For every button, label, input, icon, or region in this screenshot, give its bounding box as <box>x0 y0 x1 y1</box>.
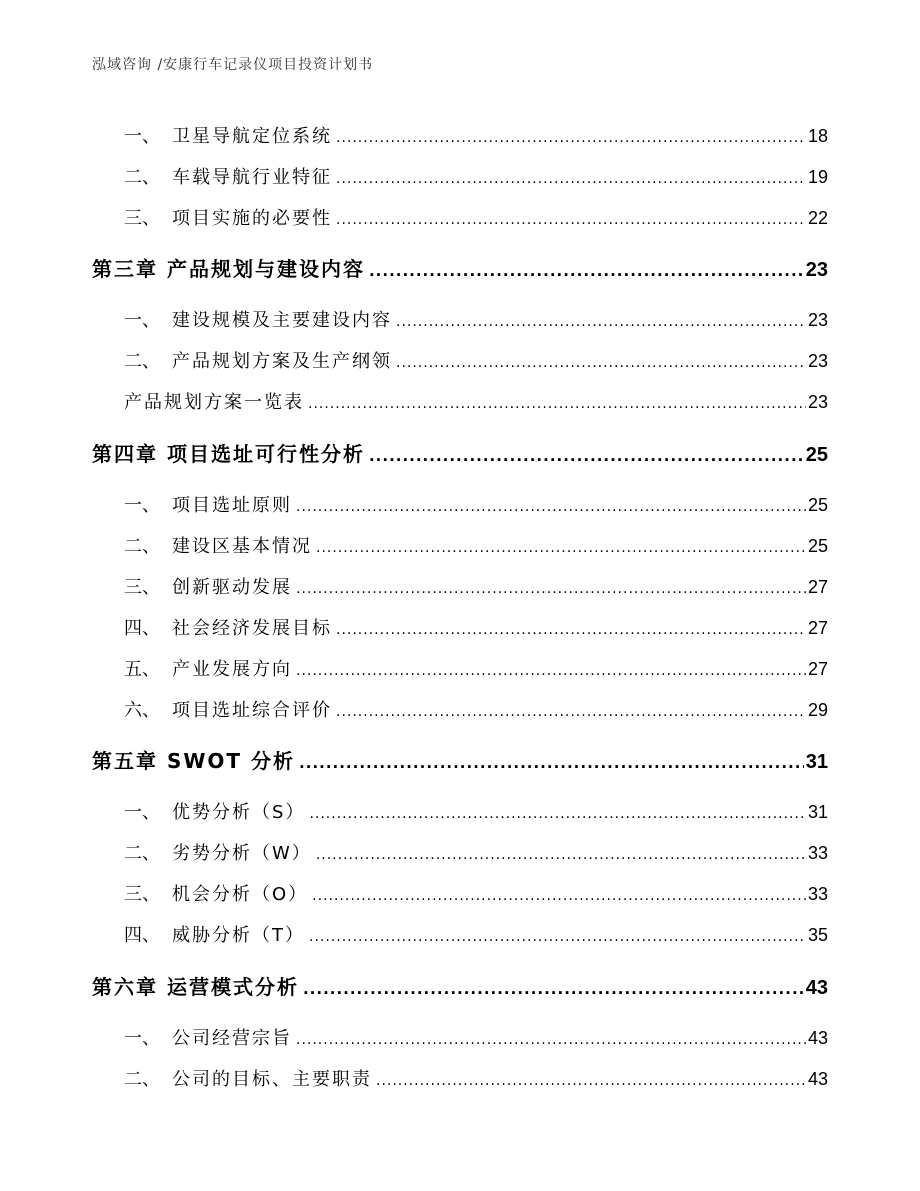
toc-entry-page: 23 <box>807 392 828 412</box>
leader-dots <box>336 212 806 228</box>
toc-entry[interactable] <box>124 839 828 865</box>
toc-entry-number: 一、 <box>124 126 160 147</box>
leader-dots <box>309 806 806 822</box>
toc-entry[interactable] <box>124 122 828 148</box>
toc-entry-title: 威胁分析（T） <box>172 925 305 946</box>
toc-chapter-title: 第五章 SWOT 分析 <box>92 749 296 773</box>
toc-entry[interactable] <box>124 163 828 189</box>
toc-entry[interactable] <box>124 347 828 373</box>
leader-dots <box>369 447 804 465</box>
toc-entry-number: 二、 <box>124 536 160 557</box>
leader-dots <box>296 663 806 679</box>
toc-entry-number: 六、 <box>124 700 160 721</box>
toc-entry-page: 31 <box>807 802 828 822</box>
toc-entry-number: 五、 <box>124 659 160 680</box>
running-header: 泓域咨询 /安康行车记录仪项目投资计划书 <box>92 57 374 73</box>
toc-entry-page: 25 <box>807 495 828 515</box>
leader-dots <box>312 888 806 904</box>
toc-entry[interactable] <box>124 880 828 906</box>
toc-entry[interactable] <box>124 532 828 558</box>
toc-chapter[interactable] <box>92 971 828 999</box>
leader-dots <box>336 171 806 187</box>
toc-entry-title: 创新驱动发展 <box>172 577 292 598</box>
toc-chapter-title: 第六章 运营模式分析 <box>92 975 299 999</box>
toc-entry-page: 23 <box>807 351 828 371</box>
toc-entry[interactable] <box>124 798 828 824</box>
toc-chapter-title: 第四章 项目选址可行性分析 <box>92 442 365 466</box>
toc-chapter-title: 第三章 产品规划与建设内容 <box>92 257 365 281</box>
toc-entry-title: 劣势分析（W） <box>172 843 312 864</box>
leader-dots <box>308 396 806 412</box>
toc-entry-page: 33 <box>807 884 828 904</box>
toc-entry-page: 29 <box>807 700 828 720</box>
toc-entry-number: 三、 <box>124 884 160 905</box>
toc-entry[interactable] <box>124 573 828 599</box>
toc-entry-title: 项目选址原则 <box>172 495 292 516</box>
toc-entry-number: 一、 <box>124 1028 160 1049</box>
leader-dots <box>376 1073 806 1089</box>
leader-dots <box>396 355 806 371</box>
toc-entry-title: 卫星导航定位系统 <box>172 126 332 147</box>
toc-entry-title: 车载导航行业特征 <box>172 167 332 188</box>
toc-entry-page: 23 <box>807 310 828 330</box>
toc-entry-page: 43 <box>807 1028 828 1048</box>
toc-chapter-page: 43 <box>805 977 828 999</box>
toc-chapter[interactable] <box>92 253 828 281</box>
toc-entry-title: 产业发展方向 <box>172 659 292 680</box>
toc-entry-number: 二、 <box>124 843 160 864</box>
toc-entry[interactable] <box>124 306 828 332</box>
toc-entry-title: 机会分析（O） <box>172 884 309 905</box>
toc-entry-page: 33 <box>807 843 828 863</box>
toc-entry-title: 项目选址综合评价 <box>172 700 332 721</box>
toc-entry-number: 三、 <box>124 208 160 229</box>
toc-entry-title: 建设区基本情况 <box>172 536 312 557</box>
leader-dots <box>316 847 806 863</box>
toc-entry-number: 二、 <box>124 167 160 188</box>
leader-dots <box>296 499 806 515</box>
toc-entry-page: 27 <box>807 577 828 597</box>
toc-entry[interactable] <box>124 921 828 947</box>
leader-dots <box>299 754 804 772</box>
toc-entry[interactable] <box>124 1065 828 1091</box>
toc-entry-title: 公司经营宗旨 <box>172 1028 292 1049</box>
toc-entry-title: 社会经济发展目标 <box>172 618 332 639</box>
toc-entry[interactable] <box>124 655 828 681</box>
toc-entry-page: 43 <box>807 1069 828 1089</box>
toc-entry-page: 35 <box>807 925 828 945</box>
toc-entry-number: 三、 <box>124 577 160 598</box>
toc-entry-title: 项目实施的必要性 <box>172 208 332 229</box>
toc-entry-page: 22 <box>807 208 828 228</box>
toc-entry-number: 一、 <box>124 310 160 331</box>
leader-dots <box>396 314 806 330</box>
toc-entry[interactable] <box>124 614 828 640</box>
toc-entry-number: 一、 <box>124 495 160 516</box>
toc-chapter-page: 23 <box>805 259 828 281</box>
leader-dots <box>336 622 806 638</box>
toc-entry-page: 27 <box>807 659 828 679</box>
toc-entry-title: 产品规划方案一览表 <box>124 392 304 413</box>
leader-dots <box>316 540 806 556</box>
leader-dots <box>296 581 806 597</box>
toc-entry-page: 19 <box>807 167 828 187</box>
toc-entry-number: 一、 <box>124 802 160 823</box>
toc-entry[interactable] <box>124 204 828 230</box>
toc-entry-number: 四、 <box>124 618 160 639</box>
toc-entry[interactable] <box>124 388 828 414</box>
toc-entry[interactable] <box>124 1024 828 1050</box>
toc-entry-title: 产品规划方案及生产纲领 <box>172 351 392 372</box>
toc-entry[interactable] <box>124 696 828 722</box>
leader-dots <box>296 1032 806 1048</box>
toc-entry-number: 二、 <box>124 351 160 372</box>
toc-entry-page: 27 <box>807 618 828 638</box>
toc-entry-title: 公司的目标、主要职责 <box>172 1069 372 1090</box>
toc-entry-title: 建设规模及主要建设内容 <box>172 310 392 331</box>
leader-dots <box>336 130 806 146</box>
toc-entry-title: 优势分析（S） <box>172 802 306 823</box>
toc-chapter-page: 25 <box>805 444 828 466</box>
toc-chapter-page: 31 <box>805 751 828 773</box>
toc-entry-number: 四、 <box>124 925 160 946</box>
leader-dots <box>303 980 804 998</box>
toc-chapter[interactable] <box>92 438 828 466</box>
leader-dots <box>309 929 806 945</box>
leader-dots <box>336 704 806 720</box>
leader-dots <box>369 262 804 280</box>
toc-entry[interactable] <box>124 491 828 517</box>
toc-entry-number: 二、 <box>124 1069 160 1090</box>
toc-entry-page: 25 <box>807 536 828 556</box>
toc-chapter[interactable] <box>92 745 828 773</box>
toc-entry-page: 18 <box>807 126 828 146</box>
